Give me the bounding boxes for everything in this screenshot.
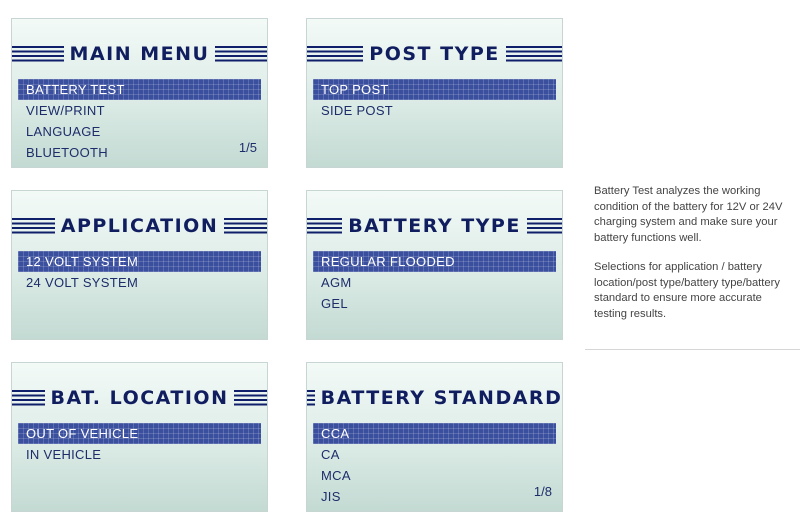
option-ca[interactable]: CA <box>321 447 340 462</box>
screen-title: POST TYPE <box>369 43 500 65</box>
divider <box>585 349 800 350</box>
screen-header <box>307 41 562 67</box>
option-regular-flooded[interactable]: REGULAR FLOODED <box>313 251 556 272</box>
screen-header <box>12 41 267 67</box>
screen-title: BATTERY STANDARD <box>320 387 563 409</box>
screen-title: APPLICATION <box>60 215 219 237</box>
screen-title: MAIN MENU <box>69 43 210 65</box>
option-mca[interactable]: MCA <box>321 468 351 483</box>
header-bars-right <box>527 218 562 234</box>
screen-title: BAT. LOCATION <box>50 387 229 409</box>
screen-header <box>12 213 267 239</box>
page-indicator: 1/5 <box>238 140 257 155</box>
header-bars-left <box>307 46 363 62</box>
menu-item-battery-test[interactable]: BATTERY TEST <box>18 79 261 100</box>
header-bars-left <box>12 46 64 62</box>
screen-header <box>307 385 562 411</box>
battery-location-screen <box>12 363 267 511</box>
option-agm[interactable]: AGM <box>321 275 352 290</box>
option-in-vehicle[interactable]: IN VEHICLE <box>26 447 102 462</box>
header-bars-right <box>224 218 267 234</box>
option-jis[interactable]: JIS <box>321 489 341 504</box>
option-cca[interactable]: CCA <box>313 423 556 444</box>
option-side-post[interactable]: SIDE POST <box>321 103 394 118</box>
description-paragraph-1: Battery Test analyzes the working condition of the battery for 12V or 24V charging system and make sure your battery functions well. <box>594 185 783 244</box>
header-bars-right <box>506 46 562 62</box>
header-bars-left <box>12 218 55 234</box>
header-bars-left <box>307 390 315 406</box>
menu-item-view-print[interactable]: VIEW/PRINT <box>26 103 105 118</box>
header-bars-right <box>215 46 267 62</box>
menu-item-bluetooth[interactable]: BLUETOOTH <box>26 145 108 160</box>
header-bars-left <box>307 218 342 234</box>
option-12-volt-system[interactable]: 12 VOLT SYSTEM <box>18 251 261 272</box>
screen-header <box>12 385 267 411</box>
option-top-post[interactable]: TOP POST <box>313 79 556 100</box>
option-gel[interactable]: GEL <box>321 296 348 311</box>
option-out-of-vehicle[interactable]: OUT OF VEHICLE <box>18 423 261 444</box>
header-bars-left <box>12 390 45 406</box>
battery-standard-screen <box>307 363 562 511</box>
description-paragraph-2: Selections for application / battery location/post type/battery type/battery standard to ensure more accurate testing results. <box>594 261 780 320</box>
option-24-volt-system[interactable]: 24 VOLT SYSTEM <box>26 275 139 290</box>
post-type-screen <box>307 19 562 167</box>
screen-header <box>307 213 562 239</box>
main-menu-screen <box>12 19 267 167</box>
battery-type-screen <box>307 191 562 339</box>
application-screen <box>12 191 267 339</box>
page-indicator: 1/8 <box>533 484 552 499</box>
description-panel <box>594 184 794 336</box>
screen-title: BATTERY TYPE <box>348 215 521 237</box>
header-bars-right <box>234 390 267 406</box>
menu-item-language[interactable]: LANGUAGE <box>26 124 101 139</box>
